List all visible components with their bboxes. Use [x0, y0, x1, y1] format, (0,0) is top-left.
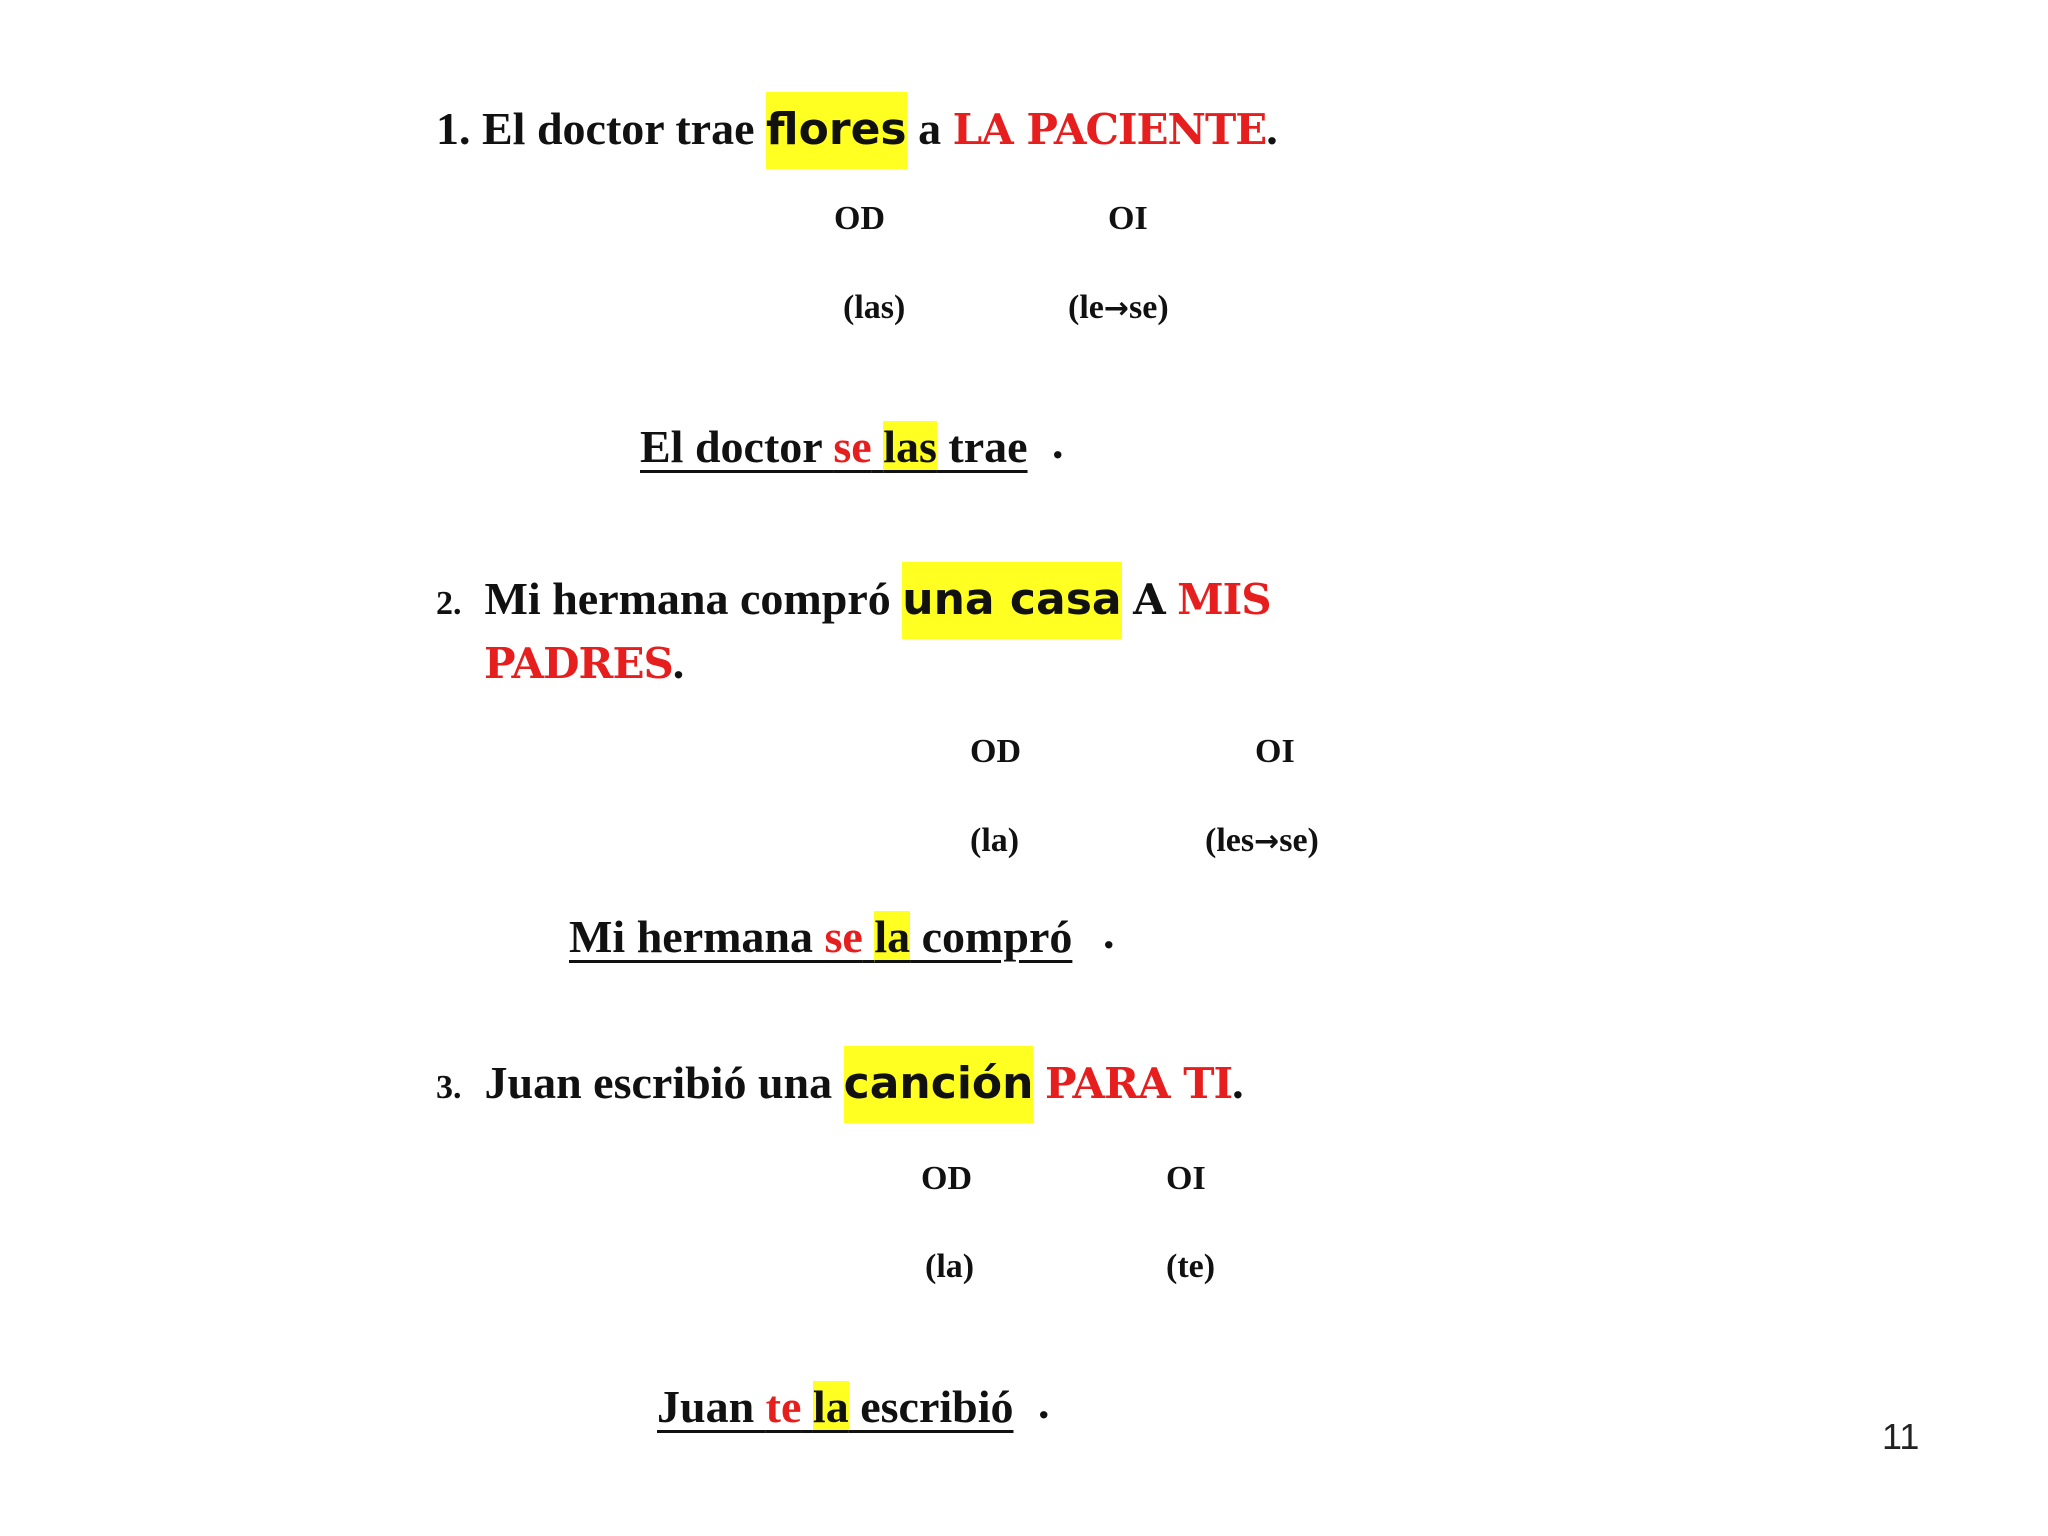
item-number-1: 1.	[436, 103, 471, 154]
item-number-2: 2.	[436, 585, 462, 622]
answer-2-od-pronoun: la	[874, 911, 911, 962]
sentence-1-text: El doctor trae	[482, 103, 755, 154]
answer-3-oi-pronoun: te	[765, 1381, 802, 1432]
od-pronoun-2: (la)	[970, 822, 1020, 859]
item-number-3: 3.	[436, 1069, 462, 1106]
sentence-2-text: Mi hermana compró	[484, 573, 891, 624]
oi-pronoun-2	[1205, 822, 1319, 860]
direct-object-3: canción	[844, 1046, 1034, 1123]
sentence-3	[436, 1057, 1244, 1109]
oi-pronoun-1-pre: (le	[1068, 289, 1104, 326]
od-label-2: OD	[970, 733, 1021, 770]
od-label-3: OD	[921, 1160, 972, 1197]
answer-1-od-pronoun: las	[883, 421, 937, 472]
answer-1-space	[872, 421, 884, 472]
answer-3-pre: Juan	[657, 1381, 766, 1432]
answer-3-space	[801, 1381, 813, 1432]
page-number: 11	[1882, 1416, 1920, 1457]
direct-object-2: una casa	[902, 562, 1121, 639]
sentence-2-line2	[484, 637, 685, 688]
period-2: .	[672, 637, 685, 688]
answer-3-verb: escribió	[848, 1381, 1014, 1432]
indirect-object-2-line1: MIS	[1177, 575, 1271, 624]
period-3: .	[1232, 1057, 1244, 1108]
sentence-3-text: Juan escribió una	[484, 1057, 833, 1108]
answer-2-space	[863, 911, 875, 962]
arrow-right-icon: →	[1103, 291, 1129, 326]
oi-pronoun-1	[1068, 289, 1169, 327]
oi-label-3: OI	[1166, 1160, 1206, 1197]
answer-1	[640, 420, 1028, 473]
answer-3	[657, 1380, 1014, 1433]
connector-2: A	[1133, 575, 1166, 624]
direct-object-1: flores	[766, 92, 907, 169]
od-pronoun-1: (las)	[843, 289, 906, 326]
period-1: .	[1266, 103, 1278, 154]
oi-pronoun-2-pre: (les	[1205, 822, 1255, 859]
sentence-1	[436, 103, 1278, 155]
od-pronoun-3: (la)	[925, 1248, 975, 1285]
oi-pronoun-1-post: se)	[1129, 289, 1169, 326]
answer-2-pre: Mi hermana	[569, 911, 825, 962]
answer-3-od-pronoun: la	[812, 1381, 849, 1432]
answer-1-verb: trae	[936, 421, 1028, 472]
oi-pronoun-2-post: se)	[1279, 822, 1319, 859]
oi-pronoun-3: (te)	[1166, 1248, 1216, 1285]
answer-2	[569, 910, 1072, 963]
answer-1-oi-pronoun: se	[833, 421, 872, 472]
arrow-right-icon: →	[1254, 824, 1280, 859]
indirect-object-1: LA PACIENTE	[952, 105, 1267, 154]
answer-2-period: .	[1103, 907, 1115, 958]
sentence-2	[436, 573, 1271, 625]
answer-1-period: .	[1052, 417, 1064, 468]
oi-label-2: OI	[1255, 733, 1295, 770]
od-label-1: OD	[834, 200, 885, 237]
answer-1-pre: El doctor	[640, 421, 834, 472]
indirect-object-3: PARA TI	[1044, 1059, 1233, 1108]
answer-2-oi-pronoun: se	[824, 911, 863, 962]
answer-2-verb: compró	[910, 911, 1073, 962]
answer-3-period: .	[1038, 1377, 1050, 1428]
oi-label-1: OI	[1108, 200, 1148, 237]
indirect-object-2-line2: PADRES	[484, 639, 673, 688]
connector-1: a	[918, 103, 942, 154]
